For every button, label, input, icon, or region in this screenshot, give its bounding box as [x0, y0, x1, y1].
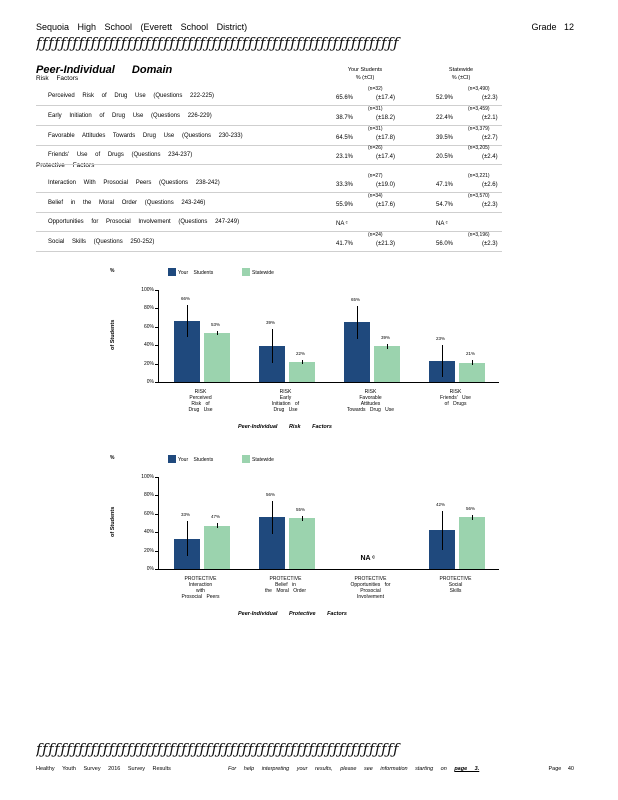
students-n: (n=31) — [368, 106, 383, 112]
students-ci: (±17.6) — [376, 202, 395, 208]
students-pct: 33.3% — [336, 182, 354, 188]
students-ci: (±17.4) — [376, 95, 395, 101]
category-label-line: RISK — [449, 389, 462, 395]
state-ci: (±2.6) — [482, 182, 498, 188]
y-tick-mark — [155, 382, 158, 383]
error-bar — [302, 360, 303, 364]
col-students-label: Your Students — [347, 67, 383, 73]
category-label-line: Opportunities for — [350, 582, 391, 588]
students-pct: 23.1% — [336, 154, 354, 160]
factor-row — [36, 232, 502, 252]
page-number: Page 40 — [548, 766, 574, 772]
students-pct: 65.6% — [336, 95, 354, 101]
bar-value-label: 33% — [180, 512, 190, 518]
category-label — [336, 576, 406, 600]
y-tick-mark — [155, 532, 158, 533]
state-ci: (±2.7) — [482, 135, 498, 141]
col-head-students — [330, 66, 400, 82]
category-label — [166, 576, 236, 600]
factor-row — [36, 106, 502, 126]
bar-state — [459, 363, 485, 382]
category-label-line: Friends' Use — [440, 395, 471, 401]
error-bar — [217, 331, 218, 335]
state-ci: (±2.3) — [482, 202, 498, 208]
state-pct: 54.7% — [436, 202, 454, 208]
category-label-line: RISK — [279, 389, 292, 395]
protective-factors-chart — [108, 455, 508, 635]
category-label-line: Towards Drug Use — [346, 407, 395, 413]
factor-row — [36, 212, 502, 232]
category-label-line: PROTECTIVE — [184, 576, 217, 582]
factor-row — [36, 145, 502, 165]
students-ci: (±17.4) — [376, 154, 395, 160]
factor-label: Interaction With Prosocial Peers (Questions 238-242) — [48, 180, 220, 186]
students-n: (n=26) — [368, 145, 383, 151]
legend-label-students: Your Students — [178, 457, 214, 463]
state-n: (n=3,221) — [468, 173, 490, 179]
factor-label: Social Skills (Questions 250-252) — [48, 239, 155, 245]
state-n: (n=3,490) — [468, 86, 490, 92]
category-label-line: Favorable — [359, 395, 382, 401]
factor-row — [36, 86, 502, 106]
students-pct: 38.7% — [336, 115, 354, 121]
category-label-line: PROTECTIVE — [439, 576, 472, 582]
error-bar — [472, 360, 473, 364]
students-n: (n=32) — [368, 86, 383, 92]
risk-factors-chart — [108, 268, 508, 448]
domain-title: Peer-Individual Domain — [36, 64, 173, 76]
category-label-line: the Moral Order — [264, 588, 306, 594]
error-bar — [387, 344, 388, 349]
bottom-divider: ƒƒƒƒƒƒƒƒƒƒƒƒƒƒƒƒƒƒƒƒƒƒƒƒƒƒƒƒƒƒƒƒƒƒƒƒƒƒƒƒƒƒƒƒƒƒƒƒƒƒƒƒƒƒƒƒƒƒƒƒ — [36, 740, 400, 758]
footer-help-label: For help interpreting your results, please see information starting on — [228, 766, 447, 772]
factor-row — [36, 126, 502, 146]
factor-label: Belief in the Moral Order (Questions 243-246) — [48, 200, 206, 206]
y-tick-label: 0% — [146, 566, 154, 572]
category-label-line: Early — [279, 395, 292, 401]
percent-mark: % — [110, 268, 115, 274]
y-tick-mark — [155, 514, 158, 515]
state-n: (n=3,459) — [468, 106, 490, 112]
percent-mark: % — [110, 455, 115, 461]
category-label-line: Prosocial Peers — [181, 594, 220, 600]
category-label — [421, 389, 491, 407]
category-label-line: Attitudes — [360, 401, 381, 407]
factor-label: Early Initiation of Drug Use (Questions 226-229) — [48, 113, 212, 119]
category-label-line: Drug Use — [188, 407, 213, 413]
y-tick-label: 80% — [143, 305, 154, 312]
category-label-line: Risk of — [191, 401, 210, 407]
bar-value-label: 23% — [435, 335, 445, 341]
bar-value-label: 42% — [435, 501, 445, 507]
error-bar — [442, 511, 443, 550]
category-label-line: PROTECTIVE — [269, 576, 302, 582]
y-tick-label: 100% — [141, 474, 154, 480]
legend-label-state: Statewide — [252, 457, 274, 463]
state-pct: 52.9% — [436, 95, 454, 101]
category-label-line: Prosocial — [360, 588, 381, 594]
error-bar — [272, 501, 273, 533]
category-label — [251, 389, 321, 413]
state-n: (n=3,570) — [468, 193, 490, 199]
factor-row — [36, 193, 502, 213]
y-tick-label: 20% — [143, 360, 154, 367]
footer-help-text — [228, 766, 479, 772]
category-label-line: Involvement — [357, 594, 384, 600]
error-bar — [187, 305, 188, 337]
plot-area — [158, 477, 499, 570]
state-n: (n=3,379) — [468, 126, 490, 132]
students-ci: (±17.8) — [376, 135, 395, 141]
bar-value-label: 56% — [265, 492, 275, 498]
state-ci: (±2.1) — [482, 115, 498, 121]
students-n: (n=34) — [368, 193, 383, 199]
legend-label-students: Your Students — [178, 270, 214, 276]
students-ci: (±19.0) — [376, 182, 395, 188]
legend-swatch-students — [168, 268, 176, 276]
category-label-line: Perceived — [189, 395, 212, 401]
state-pct: 22.4% — [436, 115, 454, 121]
y-tick-mark — [155, 327, 158, 328]
error-bar — [357, 306, 358, 339]
y-tick-mark — [155, 290, 158, 291]
bar-state — [204, 526, 230, 569]
top-divider: ƒƒƒƒƒƒƒƒƒƒƒƒƒƒƒƒƒƒƒƒƒƒƒƒƒƒƒƒƒƒƒƒƒƒƒƒƒƒƒƒƒƒƒƒƒƒƒƒƒƒƒƒƒƒƒƒƒƒƒƒ — [36, 34, 400, 52]
x-axis-title: Peer-Individual Protective Factors — [238, 611, 347, 617]
students-pct: 64.5% — [336, 135, 354, 141]
grade-label: Grade 12 — [531, 22, 574, 32]
y-tick-mark — [155, 477, 158, 478]
bar-value-label: 22% — [295, 350, 305, 356]
col-state-sub: % (±CI) — [451, 75, 471, 81]
category-label-line: of Drugs — [444, 401, 467, 407]
bar-value-label: 21% — [465, 351, 475, 357]
state-pct: 56.0% — [436, 241, 454, 247]
students-ci: (±18.2) — [376, 115, 395, 121]
category-label-line: PROTECTIVE — [354, 576, 387, 582]
bar-state — [289, 518, 315, 569]
footer-page-link[interactable]: page 3. — [454, 766, 480, 772]
state-ci: (±2.3) — [482, 95, 498, 101]
y-tick-label: 60% — [143, 323, 154, 330]
y-tick-mark — [155, 308, 158, 309]
bar-value-label: 65% — [350, 296, 360, 302]
y-tick-label: 80% — [143, 492, 154, 499]
na-label: NA ᶜ — [360, 555, 375, 562]
factor-label: Opportunities for Prosocial Involvement (Questions 247-249) — [48, 219, 240, 225]
col-state-label: Statewide — [448, 67, 474, 73]
category-label-line: Belief in — [275, 582, 296, 588]
state-pct: 20.5% — [436, 154, 454, 160]
bar-value-label: 39% — [380, 334, 390, 340]
factor-label: Perceived Risk of Drug Use (Questions 222-225) — [48, 93, 215, 99]
col-head-state — [426, 66, 496, 82]
error-bar — [187, 521, 188, 556]
state-ci: (±2.3) — [482, 241, 498, 247]
factor-row — [36, 173, 502, 193]
y-axis-label: of Students — [110, 506, 116, 537]
y-tick-label: 40% — [143, 529, 154, 536]
legend-label-state: Statewide — [252, 270, 274, 276]
footer-survey-name: Healthy Youth Survey 2016 Survey Results — [36, 766, 171, 772]
category-label-line: Initiation of — [271, 401, 300, 407]
students-pct: 41.7% — [336, 241, 354, 247]
bar-value-label: 56% — [465, 506, 475, 512]
factor-label: Friends' Use of Drugs (Questions 234-237) — [48, 152, 193, 158]
school-name: Sequoia High School (Everett School District) — [36, 22, 248, 32]
category-label-line: Skills — [449, 588, 462, 594]
y-tick-mark — [155, 345, 158, 346]
bar-state — [459, 517, 485, 569]
legend-swatch-students — [168, 455, 176, 463]
col-students-sub: % (±CI) — [355, 75, 375, 81]
protective-factors-header: Protective Factors — [36, 162, 95, 169]
category-label-line: Social — [448, 582, 463, 588]
bar-state — [289, 362, 315, 382]
students-ci: (±21.3) — [376, 241, 395, 247]
category-label — [336, 389, 406, 413]
risk-factors-header: Risk Factors — [36, 75, 79, 82]
y-tick-label: 0% — [146, 379, 154, 385]
category-label — [251, 576, 321, 594]
bar-value-label: 66% — [180, 296, 190, 302]
bar-state — [204, 333, 230, 382]
y-tick-label: 60% — [143, 510, 154, 517]
error-bar — [217, 523, 218, 528]
error-bar — [442, 345, 443, 377]
category-label-line: RISK — [194, 389, 207, 395]
error-bar — [472, 515, 473, 519]
state-n: (n=3,196) — [468, 232, 490, 238]
legend-swatch-state — [242, 455, 250, 463]
category-label — [166, 389, 236, 413]
state-pct: 47.1% — [436, 182, 454, 188]
bar-value-label: 55% — [295, 507, 305, 513]
category-label-line: Drug Use — [273, 407, 298, 413]
state-n: (n=3,205) — [468, 145, 490, 151]
y-axis-label: of Students — [110, 319, 116, 350]
legend-swatch-state — [242, 268, 250, 276]
y-tick-mark — [155, 551, 158, 552]
category-label-line: with — [196, 588, 205, 594]
error-bar — [272, 329, 273, 362]
bar-value-label: 47% — [210, 514, 220, 520]
students-n: (n=27) — [368, 173, 383, 179]
y-tick-label: 20% — [143, 547, 154, 554]
y-tick-label: 40% — [143, 342, 154, 349]
y-tick-mark — [155, 495, 158, 496]
category-label-line: RISK — [364, 389, 377, 395]
x-axis-title: Peer-Individual Risk Factors — [238, 424, 332, 430]
state-pct: NA ᶜ — [436, 221, 448, 227]
y-tick-label: 100% — [141, 287, 154, 293]
bar-state — [374, 346, 400, 382]
error-bar — [302, 516, 303, 520]
students-pct: 55.9% — [336, 202, 354, 208]
state-ci: (±2.4) — [482, 154, 498, 160]
state-pct: 39.5% — [436, 135, 454, 141]
bar-value-label: 53% — [210, 322, 220, 328]
category-label — [421, 576, 491, 594]
students-n: (n=24) — [368, 232, 383, 238]
students-n: (n=31) — [368, 126, 383, 132]
y-tick-mark — [155, 364, 158, 365]
factor-label: Favorable Attitudes Towards Drug Use (Questions 230-233) — [48, 133, 243, 139]
students-pct: NA ᶜ — [336, 221, 348, 227]
category-label-line: Interaction — [188, 582, 213, 588]
bar-value-label: 39% — [265, 320, 275, 326]
y-tick-mark — [155, 569, 158, 570]
